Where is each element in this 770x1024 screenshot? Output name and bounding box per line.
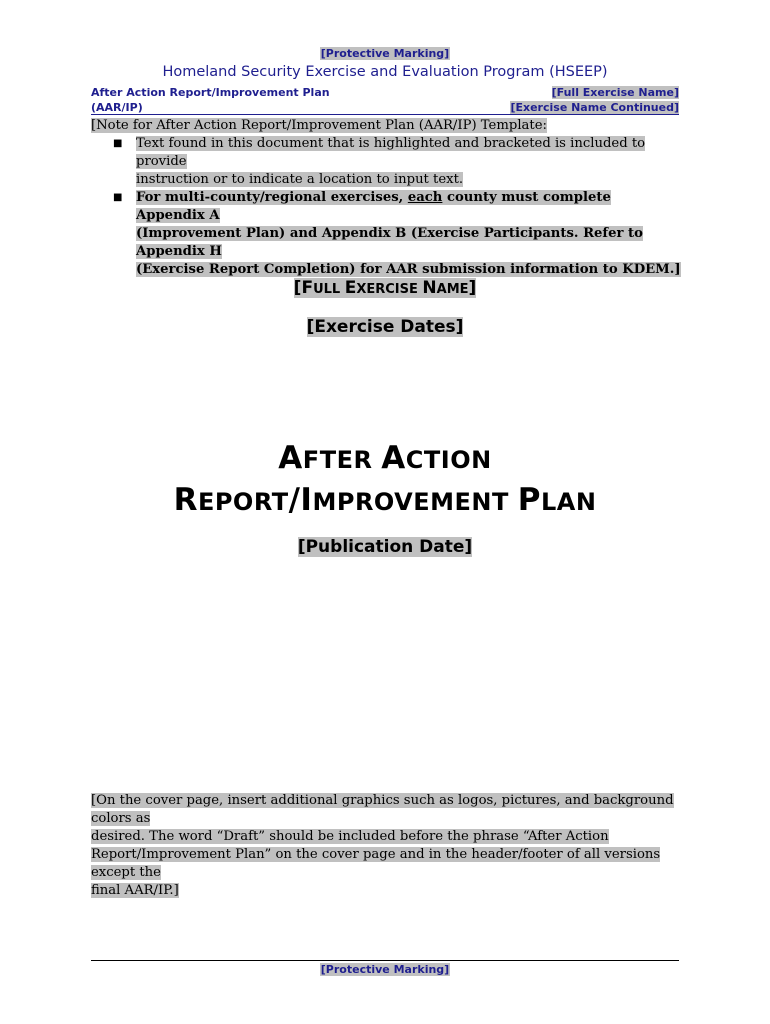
publication-date: [Publication Date]: [297, 537, 473, 557]
template-note-bullet-2: ■ For multi-county/regional exercises, each county must complete Appendix A (Improvement Plan) and Appendix B (Exercise Participants. Refer to Appendix H (Exercise Report Completion) for AAR submission information to KDEM.]: [113, 190, 681, 277]
template-note-list: [91, 135, 681, 279]
header-report-type-line2: (AAR/IP): [91, 101, 143, 114]
square-bullet-icon: ■: [113, 138, 123, 149]
template-note-heading: [Note for After Action Report/Improvement Plan (AAR/IP) Template:: [91, 118, 547, 133]
template-note-bullet-1: ■ Text found in this document that is highlighted and bracketed is included to provide instruction or to indicate a location to input text.: [113, 136, 646, 187]
header-exercise-name-line2: [Exercise Name Continued]: [510, 101, 679, 114]
report-title-line2: REPORT/IMPROVEMENT PLAN: [173, 482, 597, 518]
program-title: Homeland Security Exercise and Evaluation Program (HSEEP): [162, 64, 608, 80]
exercise-dates: [Exercise Dates]: [306, 317, 464, 337]
footer-divider: [91, 960, 679, 961]
square-bullet-icon: ■: [113, 192, 123, 203]
report-title: [0, 438, 770, 522]
report-title-line1: AFTER ACTION: [278, 440, 492, 476]
header-protective-marking: [0, 47, 770, 60]
cover-page-instructions: [On the cover page, insert additional graphics such as logos, pictures, and background colors as desired. The word “Draft” should be included before the phrase “After Action Report/Improvement Plan” on the cover page and in the header/footer of all versions except the final AAR/IP.]: [91, 793, 674, 898]
template-note: [91, 117, 681, 279]
footer-protective-marking: [0, 963, 770, 976]
full-exercise-name: [FULL EXERCISE NAME]: [293, 278, 477, 298]
header-report-type-line1: After Action Report/Improvement Plan: [91, 86, 330, 99]
footer-protective-marking-text: [Protective Marking]: [320, 963, 450, 976]
header-exercise-name: [510, 85, 679, 115]
header-divider: [91, 114, 679, 115]
header-report-type: [91, 85, 330, 115]
header-protective-marking-text: [Protective Marking]: [320, 47, 450, 60]
header-exercise-name-line1: [Full Exercise Name]: [551, 86, 679, 99]
